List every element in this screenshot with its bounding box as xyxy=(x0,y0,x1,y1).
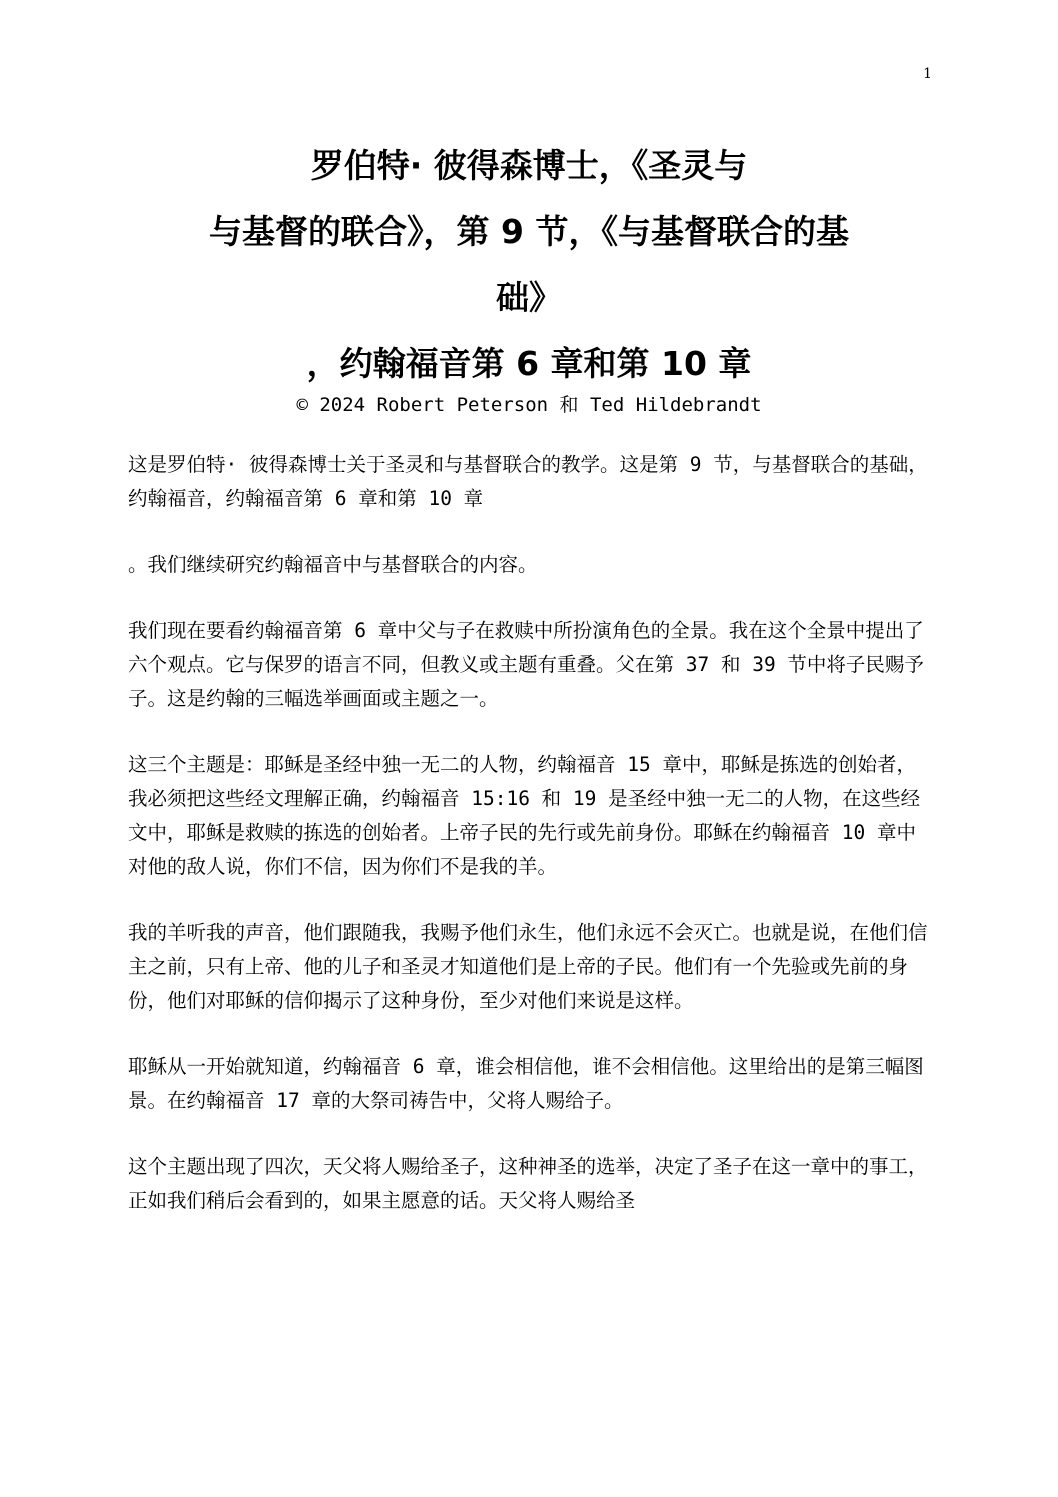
title-line-3: 础》 xyxy=(496,278,562,317)
title-line-4: ，约翰福音第 6 章和第 10 章 xyxy=(306,344,752,383)
paragraph: 这三个主题是：耶稣是圣经中独一无二的人物，约翰福音 15 章中，耶稣是拣选的创始者，我必须把这些经文理解正确，约翰福音 15:16 和 19 是圣经中独一无二的人物，在这些经文中，耶稣是救赎的拣选的创始者。上帝子民的先行或先前身份。耶稣在约翰福音 10 章中对他的敌人说，你们不信，因为你们不是我的羊。 xyxy=(128,753,921,878)
paragraph: 这是罗伯特· 彼得森博士关于圣灵和与基督联合的教学。这是第 9 节，与基督联合的基础，约翰福音，约翰福音第 6 章和第 10 章 xyxy=(128,453,928,510)
document-body xyxy=(128,448,928,1218)
title-line-2: 与基督的联合》，第 9 节，《与基督联合的基 xyxy=(209,212,849,251)
title-line-1: 罗伯特· 彼得森博士，《圣灵与 xyxy=(310,146,748,185)
paragraph: 这个主题出现了四次，天父将人赐给圣子，这种神圣的选举，决定了圣子在这一章中的事工，正如我们稍后会看到的，如果主愿意的话。天父将人赐给圣 xyxy=(128,1155,928,1212)
paragraph: 耶稣从一开始就知道，约翰福音 6 章，谁会相信他，谁不会相信他。这里给出的是第三幅图景。在约翰福音 17 章的大祭司祷告中，父将人赐给子。 xyxy=(128,1055,924,1112)
paragraph: 。我们继续研究约翰福音中与基督联合的内容。 xyxy=(128,553,538,576)
copyright-notice: © 2024 Robert Peterson 和 Ted Hildebrandt xyxy=(296,394,762,416)
page-number: 1 xyxy=(923,66,932,82)
document-title xyxy=(120,140,938,390)
paragraph: 我们现在要看约翰福音第 6 章中父与子在救赎中所扮演角色的全景。我在这个全景中提出了六个观点。它与保罗的语言不同，但教义或主题有重叠。父在第 37 和 39 节中将子民赐予子。这是约翰的三幅选举画面或主题之一。 xyxy=(128,619,924,710)
paragraph: 我的羊听我的声音，他们跟随我，我赐予他们永生，他们永远不会灭亡。也就是说，在他们信主之前，只有上帝、他的儿子和圣灵才知道他们是上帝的子民。他们有一个先验或先前的身份，他们对耶稣的信仰揭示了这种身份，至少对他们来说是这样。 xyxy=(128,921,928,1012)
